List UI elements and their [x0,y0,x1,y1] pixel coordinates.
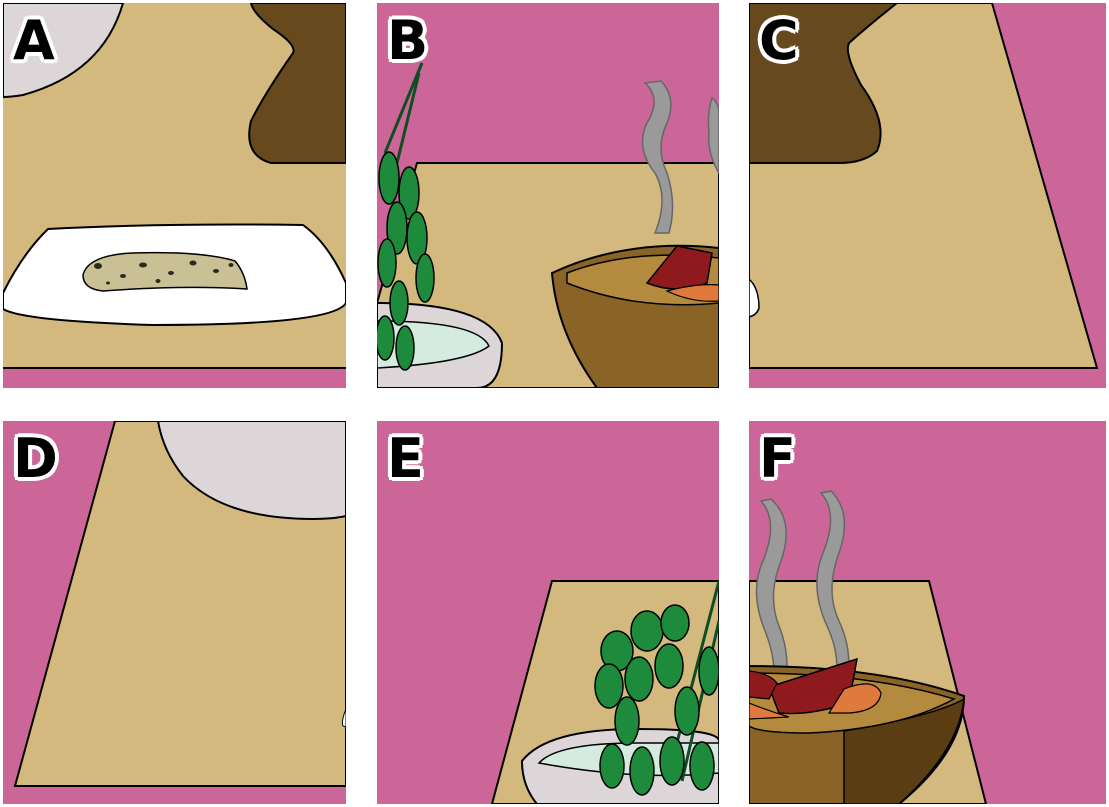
tile-f-artwork [749,421,1106,804]
tile-c-letter: C [759,9,799,72]
tile-b-artwork [377,3,719,388]
puzzle-tile-e[interactable] [377,421,719,804]
tile-e-letter: E [387,427,424,490]
puzzle-tile-f[interactable] [749,421,1106,804]
puzzle-tile-b[interactable] [377,3,719,388]
puzzle-tile-c[interactable] [749,3,1106,388]
tile-c-artwork [749,3,1106,388]
tile-d-letter: D [13,427,58,490]
tile-a-artwork [3,3,346,388]
puzzle-tile-d[interactable] [3,421,346,804]
tile-e-artwork [377,421,719,804]
tile-a-letter: A [13,9,55,72]
flatbread [83,253,247,291]
tile-d-artwork [3,421,346,804]
tile-b-letter: B [387,9,429,72]
tile-f-letter: F [759,427,796,490]
puzzle-tile-a[interactable] [3,3,346,388]
